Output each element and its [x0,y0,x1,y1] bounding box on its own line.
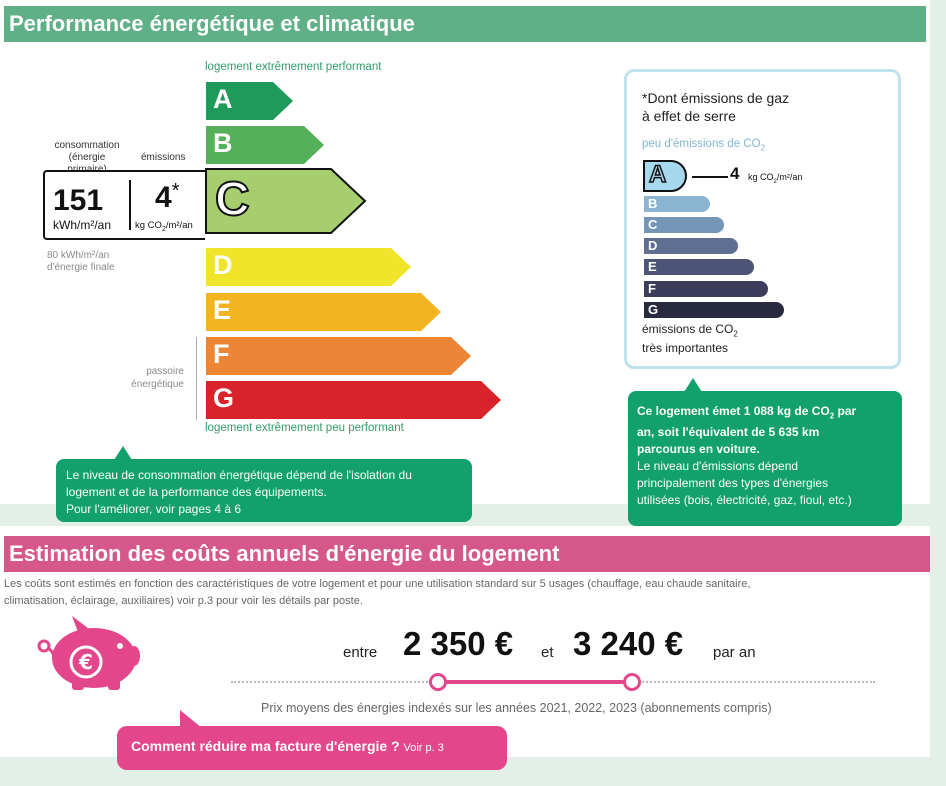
costs-and: et [541,644,554,661]
costs-per-year: par an [713,644,756,661]
consumption-unit: kWh/m²/an [53,218,112,232]
ges-top-label-pre: peu d'émissions de CO [642,138,761,150]
energy-class-letter-f: F [213,339,230,369]
energy-class-letter-a: A [213,84,233,114]
ges-callout-line5: principalement des types d'énergies [637,476,829,491]
value-divider [129,180,131,230]
energy-class-bar-f [205,336,473,376]
ges-top-label-sub: 2 [760,143,765,153]
costs-description-line1: Les coûts sont estimés en fonction des caractéristiques de votre logement et pour une utilisation standard sur 5 usages (chauffage, eau chaude sanitaire, [4,578,751,590]
ges-callout-bold1-pre: Ce logement émet 1 088 kg de CO [637,404,830,418]
callout-line1: Le niveau de consommation énergétique dépend de l'isolation du [66,468,412,482]
consumption-label-line1: consommation [54,140,120,151]
emissions-unit-sub: 2 [161,225,166,233]
ges-class-bar-c [643,216,727,234]
ges-callout-line4: Le niveau d'émissions dépend [637,459,799,474]
passoire-line1: passoire [146,366,184,377]
emissions-label: émissions [141,152,186,163]
energy-class-bar-a [205,81,295,121]
final-energy-label [47,250,115,274]
ges-class-bar-a [643,160,689,192]
costs-between: entre [343,644,378,661]
ges-class-letter-b: B [648,196,658,211]
performance-title: Performance énergétique et climatique [4,6,926,42]
ges-callout-bold1-post: par [834,404,857,418]
callout-line3: Pour l'améliorer, voir pages 4 à 6 [66,502,242,516]
ges-bottom-label-line2: très importantes [642,341,729,356]
final-energy-line2: d'énergie finale [47,262,115,273]
reduce-bill-link[interactable] [117,726,507,770]
consumption-callout [56,459,472,522]
prices-note: Prix moyens des énergies indexés sur les années 2021, 2022, 2023 (abonnements compris) [261,701,772,715]
ges-bottom-pre: émissions de CO [642,322,734,336]
callout-pointer [114,446,132,460]
ges-unit-post: /m²/an [776,172,803,182]
ges-callout-pointer [684,378,702,392]
emissions-value [155,180,179,215]
reduce-bill-label: Comment réduire ma facture d'énergie ? [131,738,400,754]
energy-class-bar-e [205,292,443,332]
energy-class-bar-b [205,125,326,165]
ges-title-line2: à effet de serre [642,108,736,124]
ges-class-letter-f: F [648,281,656,296]
emissions-star: * [171,180,180,202]
ges-class-bar-b [643,195,713,213]
ges-class-letter-d: D [648,238,658,253]
energy-class-letter-b: B [213,128,233,158]
costs-description-line2: climatisation, éclairage, auxiliaires) voir p.3 pour voir les détails par poste. [4,595,363,607]
callout-line2: logement et de la performance des équipements. [66,485,327,499]
emissions-unit-pre: kg CO [135,220,162,231]
costs-min: 2 350 € [403,625,514,662]
costs-description [4,576,930,610]
emissions-number: 4 [155,181,172,214]
ges-callout-bold2: an, soit l'équivalent de 5 635 km [637,425,820,440]
ges-unit-sub: 2 [773,178,777,185]
ges-class-bar-g [643,301,787,319]
ges-callout-line6: utilisées (bois, électricité, gaz, fioul, etc.) [637,493,852,508]
passoire-label [118,365,184,391]
energy-class-bar-g [205,380,503,420]
ges-bottom-sub: 2 [733,329,738,339]
piggy-euro-symbol: € [79,650,93,674]
range-min-marker [429,673,447,691]
energy-class-bar-d [205,247,413,287]
energy-class-bar-c [205,168,367,234]
ges-unit [748,172,802,185]
ges-class-letter-e: E [648,259,657,274]
final-energy-line1: 80 kWh/m²/an [47,250,110,261]
costs-max: 3 240 € [573,625,684,662]
piggy-bank-icon [36,612,140,692]
reduce-bill-page-ref[interactable]: Voir p. 3 [403,742,444,754]
emissions-unit-post: /m²/an [165,220,193,231]
ges-class-letter-c: C [648,217,658,232]
consumption-value: 151 [53,184,104,217]
ges-callout [628,391,902,526]
ges-bottom-label [642,322,738,356]
ges-top-label [642,138,765,152]
ges-unit-pre: kg CO [748,172,774,182]
ges-callout-bold1 [637,403,893,424]
ges-class-bar-d [643,237,741,255]
emissions-unit [135,220,193,233]
range-line [438,680,632,684]
ges-value: 4 [730,164,740,183]
ges-title [642,89,789,125]
ges-pointer-line [692,176,728,178]
ges-title-line1: *Dont émissions de gaz [642,90,790,106]
ges-callout-bold1-sub: 2 [829,411,835,421]
energy-class-letter-e: E [213,295,232,325]
range-max-marker [623,673,641,691]
ges-class-bar-e [643,258,757,276]
dpe-value-box [43,170,205,240]
passoire-line2: énergétique [131,379,184,390]
costs-title: Estimation des coûts annuels d'énergie du logement [4,536,930,572]
consumption-label-line2: (énergie [68,152,106,163]
ges-bottom-label-line1 [642,322,738,341]
top-performance-label: logement extrêmement performant [205,61,382,73]
bottom-performance-label: logement extrêmement peu performant [205,422,404,434]
energy-class-letter-c: C [215,173,250,226]
passoire-bracket [196,337,197,420]
ges-class-bar-f [643,280,771,298]
right-edge-strip [930,0,946,786]
energy-class-letter-g: G [213,383,235,413]
ges-callout-bold3: parcourus en voiture. [637,442,760,457]
energy-class-letter-d: D [213,250,233,280]
ges-class-letter-a: A [649,161,667,188]
ges-class-letter-g: G [648,302,659,317]
